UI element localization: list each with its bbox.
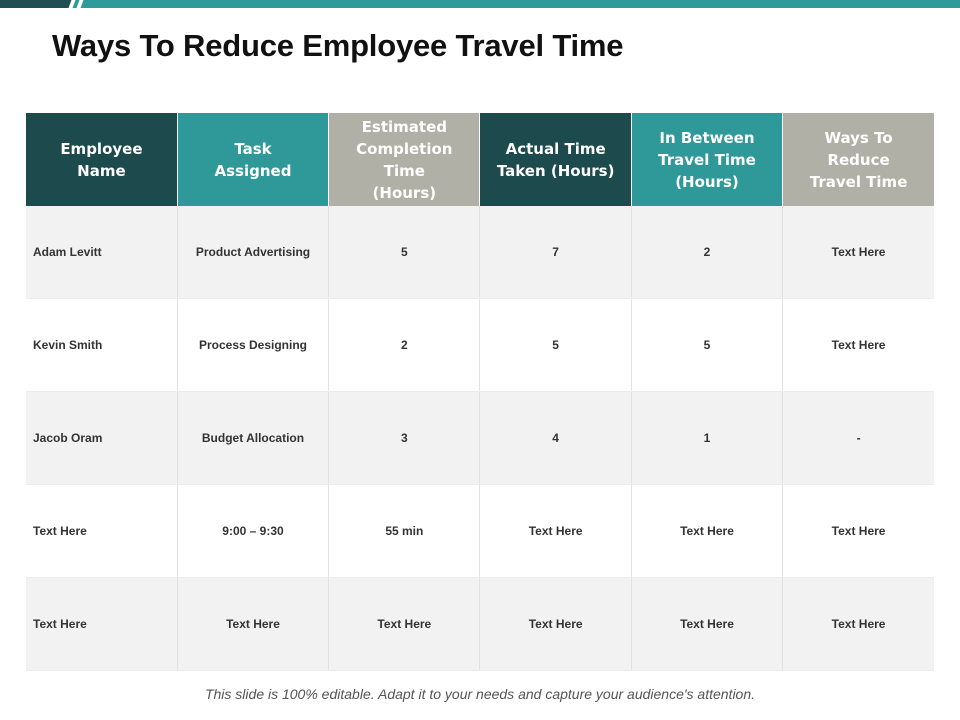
header-in-between-travel-time: In Between Travel Time (Hours) (631, 113, 782, 206)
travel-time-table (26, 113, 934, 671)
header-ways-to-reduce: Ways To Reduce Travel Time (783, 113, 934, 206)
cell-estimated-time: 5 (329, 206, 480, 299)
table-row (26, 206, 934, 299)
top-accent-dark-segment (0, 0, 72, 8)
cell-estimated-time: Text Here (329, 578, 480, 671)
header-actual-time-taken: Actual Time Taken (Hours) (480, 113, 631, 206)
cell-task-assigned: Product Advertising (177, 206, 328, 299)
cell-actual-time: Text Here (480, 485, 631, 578)
cell-ways-to-reduce: Text Here (783, 206, 934, 299)
cell-travel-time: Text Here (631, 485, 782, 578)
cell-task-assigned: Text Here (177, 578, 328, 671)
cell-ways-to-reduce: Text Here (783, 485, 934, 578)
table-row (26, 392, 934, 485)
top-accent-band (0, 0, 960, 8)
cell-travel-time: 2 (631, 206, 782, 299)
table-header-row (26, 113, 934, 206)
cell-travel-time: 1 (631, 392, 782, 485)
cell-employee-name: Adam Levitt (26, 206, 177, 299)
cell-task-assigned: Budget Allocation (177, 392, 328, 485)
slide-title: Ways To Reduce Employee Travel Time (52, 28, 624, 63)
cell-employee-name: Text Here (26, 485, 177, 578)
table-row (26, 299, 934, 392)
cell-estimated-time: 3 (329, 392, 480, 485)
table-row (26, 485, 934, 578)
cell-actual-time: 7 (480, 206, 631, 299)
cell-task-assigned: 9:00 – 9:30 (177, 485, 328, 578)
cell-actual-time: 5 (480, 299, 631, 392)
header-estimated-completion-time: Estimated Completion Time (Hours) (329, 113, 480, 206)
cell-employee-name: Jacob Oram (26, 392, 177, 485)
footer-note: This slide is 100% editable. Adapt it to your needs and capture your audience's attention. (204, 686, 756, 702)
cell-ways-to-reduce: Text Here (783, 578, 934, 671)
cell-ways-to-reduce: - (783, 392, 934, 485)
cell-task-assigned: Process Designing (177, 299, 328, 392)
cell-estimated-time: 55 min (329, 485, 480, 578)
cell-travel-time: 5 (631, 299, 782, 392)
table-row (26, 578, 934, 671)
cell-actual-time: 4 (480, 392, 631, 485)
cell-travel-time: Text Here (631, 578, 782, 671)
header-employee-name: Employee Name (26, 113, 177, 206)
cell-employee-name: Text Here (26, 578, 177, 671)
header-task-assigned: Task Assigned (177, 113, 328, 206)
cell-actual-time: Text Here (480, 578, 631, 671)
cell-ways-to-reduce: Text Here (783, 299, 934, 392)
cell-employee-name: Kevin Smith (26, 299, 177, 392)
cell-estimated-time: 2 (329, 299, 480, 392)
